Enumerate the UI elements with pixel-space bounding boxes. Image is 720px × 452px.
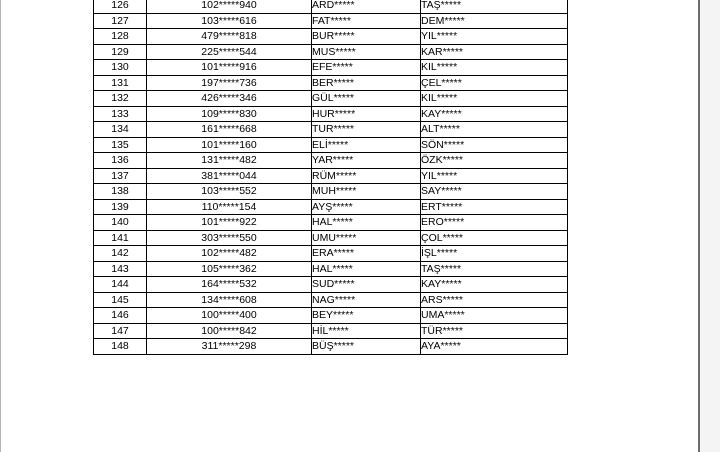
id-number-cell: 109*****830 xyxy=(147,106,312,122)
table-row xyxy=(94,168,568,184)
id-number-cell: 381*****044 xyxy=(147,168,312,184)
row-number-cell: 141 xyxy=(94,230,147,246)
first-name-cell: BEY***** xyxy=(312,308,421,324)
table-row xyxy=(94,292,568,308)
first-name-cell: HUR***** xyxy=(312,106,421,122)
last-name-cell: TAŞ***** xyxy=(421,261,568,277)
first-name-cell: HAL***** xyxy=(312,261,421,277)
id-number-cell: 110*****154 xyxy=(147,199,312,215)
first-name-cell: TUR***** xyxy=(312,122,421,138)
last-name-cell: SÖN***** xyxy=(421,137,568,153)
id-number-cell: 134*****608 xyxy=(147,292,312,308)
id-number-cell: 311*****298 xyxy=(147,339,312,355)
id-number-cell: 101*****922 xyxy=(147,215,312,231)
id-number-cell: 100*****842 xyxy=(147,323,312,339)
first-name-cell: HİL***** xyxy=(312,323,421,339)
table-row xyxy=(94,29,568,45)
table-row xyxy=(94,261,568,277)
table-row xyxy=(94,277,568,293)
id-number-cell: 103*****552 xyxy=(147,184,312,200)
first-name-cell: ERA***** xyxy=(312,246,421,262)
first-name-cell: ELİ***** xyxy=(312,137,421,153)
row-number-cell: 131 xyxy=(94,75,147,91)
row-number-cell: 143 xyxy=(94,261,147,277)
first-name-cell: MUS***** xyxy=(312,44,421,60)
id-number-cell: 161*****668 xyxy=(147,122,312,138)
first-name-cell: YAR***** xyxy=(312,153,421,169)
id-number-cell: 479*****818 xyxy=(147,29,312,45)
row-number-cell: 128 xyxy=(94,29,147,45)
last-name-cell: ÇOL***** xyxy=(421,230,568,246)
row-number-cell: 146 xyxy=(94,308,147,324)
row-number-cell: 147 xyxy=(94,323,147,339)
row-number-cell: 129 xyxy=(94,44,147,60)
results-table xyxy=(93,0,568,355)
row-number-cell: 130 xyxy=(94,60,147,76)
first-name-cell: BUR***** xyxy=(312,29,421,45)
last-name-cell: ALT***** xyxy=(421,122,568,138)
id-number-cell: 100*****400 xyxy=(147,308,312,324)
id-number-cell: 197*****736 xyxy=(147,75,312,91)
table-row xyxy=(94,308,568,324)
row-number-cell: 139 xyxy=(94,199,147,215)
first-name-cell: FAT***** xyxy=(312,13,421,29)
row-number-cell: 137 xyxy=(94,168,147,184)
last-name-cell: YIL***** xyxy=(421,29,568,45)
last-name-cell: KAY***** xyxy=(421,277,568,293)
id-number-cell: 426*****346 xyxy=(147,91,312,107)
row-number-cell: 134 xyxy=(94,122,147,138)
first-name-cell: EFE***** xyxy=(312,60,421,76)
table-row xyxy=(94,91,568,107)
row-number-cell: 132 xyxy=(94,91,147,107)
first-name-cell: NAG***** xyxy=(312,292,421,308)
first-name-cell: UMU***** xyxy=(312,230,421,246)
row-number-cell: 136 xyxy=(94,153,147,169)
table-row xyxy=(94,339,568,355)
last-name-cell: ÖZK***** xyxy=(421,153,568,169)
last-name-cell: SAY***** xyxy=(421,184,568,200)
row-number-cell: 145 xyxy=(94,292,147,308)
last-name-cell: YIL***** xyxy=(421,168,568,184)
row-number-cell: 126 xyxy=(94,0,147,13)
first-name-cell: HAL***** xyxy=(312,215,421,231)
last-name-cell: KIL***** xyxy=(421,91,568,107)
last-name-cell: DEM***** xyxy=(421,13,568,29)
id-number-cell: 101*****160 xyxy=(147,137,312,153)
first-name-cell: GÜL***** xyxy=(312,91,421,107)
id-number-cell: 105*****362 xyxy=(147,261,312,277)
last-name-cell: TÜR***** xyxy=(421,323,568,339)
table-row xyxy=(94,44,568,60)
id-number-cell: 303*****550 xyxy=(147,230,312,246)
table-row xyxy=(94,106,568,122)
id-number-cell: 225*****544 xyxy=(147,44,312,60)
row-number-cell: 127 xyxy=(94,13,147,29)
first-name-cell: AYŞ***** xyxy=(312,199,421,215)
table-row xyxy=(94,246,568,262)
table-row xyxy=(94,0,568,13)
table-row xyxy=(94,13,568,29)
table-row xyxy=(94,153,568,169)
table-row xyxy=(94,60,568,76)
last-name-cell: TAŞ***** xyxy=(421,0,568,13)
table-row xyxy=(94,215,568,231)
row-number-cell: 142 xyxy=(94,246,147,262)
last-name-cell: ÇEL***** xyxy=(421,75,568,91)
table-row xyxy=(94,230,568,246)
last-name-cell: ERO***** xyxy=(421,215,568,231)
id-number-cell: 131*****482 xyxy=(147,153,312,169)
first-name-cell: RÜM***** xyxy=(312,168,421,184)
viewer-gutter xyxy=(700,0,720,452)
first-name-cell: SUD***** xyxy=(312,277,421,293)
last-name-cell: İŞL***** xyxy=(421,246,568,262)
row-number-cell: 140 xyxy=(94,215,147,231)
row-number-cell: 135 xyxy=(94,137,147,153)
table-row xyxy=(94,323,568,339)
last-name-cell: KIL***** xyxy=(421,60,568,76)
first-name-cell: ARD***** xyxy=(312,0,421,13)
row-number-cell: 133 xyxy=(94,106,147,122)
table-row xyxy=(94,184,568,200)
table-body xyxy=(94,0,568,354)
table-row xyxy=(94,122,568,138)
table-row xyxy=(94,137,568,153)
row-number-cell: 148 xyxy=(94,339,147,355)
id-number-cell: 103*****616 xyxy=(147,13,312,29)
id-number-cell: 164*****532 xyxy=(147,277,312,293)
last-name-cell: ARS***** xyxy=(421,292,568,308)
last-name-cell: ERT***** xyxy=(421,199,568,215)
id-number-cell: 102*****482 xyxy=(147,246,312,262)
row-number-cell: 144 xyxy=(94,277,147,293)
last-name-cell: KAR***** xyxy=(421,44,568,60)
id-number-cell: 101*****916 xyxy=(147,60,312,76)
last-name-cell: KAY***** xyxy=(421,106,568,122)
table-row xyxy=(94,75,568,91)
first-name-cell: MUH***** xyxy=(312,184,421,200)
id-number-cell: 102*****940 xyxy=(147,0,312,13)
last-name-cell: AYA***** xyxy=(421,339,568,355)
first-name-cell: BÜŞ***** xyxy=(312,339,421,355)
page-left-edge xyxy=(0,0,1,452)
table-row xyxy=(94,199,568,215)
last-name-cell: UMA***** xyxy=(421,308,568,324)
first-name-cell: BER***** xyxy=(312,75,421,91)
row-number-cell: 138 xyxy=(94,184,147,200)
